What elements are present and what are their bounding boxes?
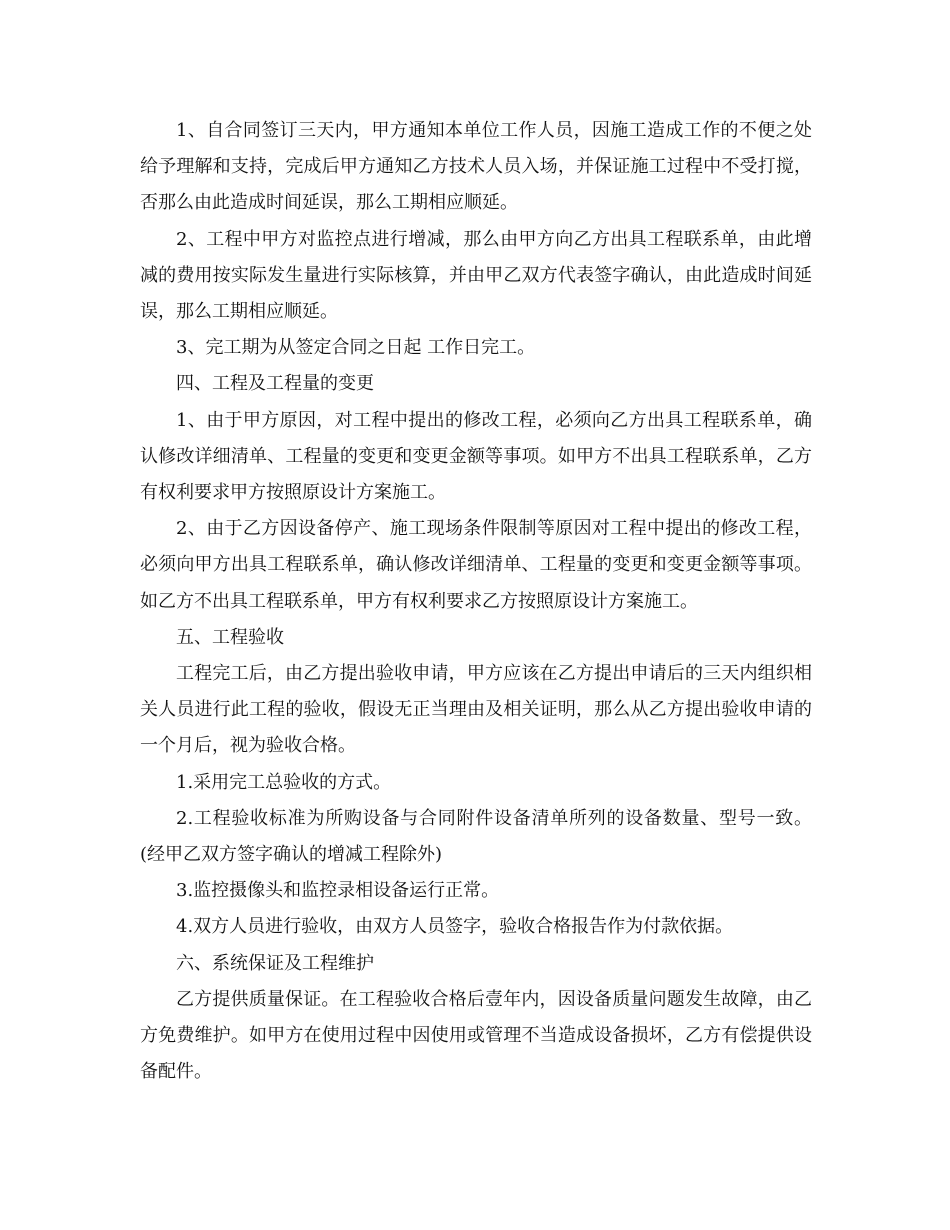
paragraph-changes-clause-2: 2、由于乙方因设备停产、施工现场条件限制等原因对工程中提出的修改工程，必须向甲方出具工程联系单，确认修改详细清单、工程量的变更和变更金额等事项。如乙方不出具工程联系单，甲方有权利要求乙方按照原设计方案施工。	[140, 518, 812, 612]
paragraph-warranty: 乙方提供质量保证。在工程验收合格后壹年内，因设备质量问题发生故障，由乙方免费维护。如甲方在使用过程中因使用或管理不当造成设备损坏，乙方有偿提供设备配件。	[140, 988, 812, 1083]
section-heading-warranty: 六、系统保证及工程维护	[176, 952, 374, 974]
section-heading-changes: 四、工程及工程量的变更	[176, 373, 374, 395]
paragraph-changes-clause-1: 1、由于甲方原因，对工程中提出的修改工程，必须向乙方出具工程联系单，确认修改详细清单、工程量的变更和变更金额等事项。如甲方不出具工程联系单，乙方有权利要求甲方按照原设计方案施工。	[140, 409, 812, 504]
paragraph-acceptance-item-4: 4.双方人员进行验收，由双方人员签字，验收合格报告作为付款依据。	[176, 916, 734, 938]
paragraph-schedule-clause-2: 2、工程中甲方对监控点进行增减，那么由甲方向乙方出具工程联系单，由此增减的费用按实际发生量进行实际核算，并由甲乙双方代表签字确认，由此造成时间延误，那么工期相应顺延。	[140, 228, 812, 323]
paragraph-schedule-clause-3: 3、完工期为从签定合同之日起 工作日完工。	[176, 337, 536, 359]
paragraph-acceptance-item-3: 3.监控摄像头和监控录相设备运行正常。	[176, 880, 500, 902]
paragraph-acceptance-item-1: 1.采用完工总验收的方式。	[176, 771, 392, 793]
paragraph-acceptance-item-2: 2.工程验收标准为所购设备与合同附件设备清单所列的设备数量、型号一致。(经甲乙双方签字确认的增减工程除外)	[140, 807, 812, 866]
document-body	[140, 113, 812, 1090]
paragraph-acceptance-intro: 工程完工后，由乙方提出验收申请，甲方应该在乙方提出申请后的三天内组织相关人员进行此工程的验收，假设无正当理由及相关证明，那么从乙方提出验收申请的一个月后，视为验收合格。	[140, 663, 812, 757]
section-heading-acceptance: 五、工程验收	[176, 626, 284, 648]
paragraph-schedule-clause-1: 1、自合同签订三天内，甲方通知本单位工作人员，因施工造成工作的不便之处给予理解和支持，完成后甲方通知乙方技术人员入场，并保证施工过程中不受打搅，否那么由此造成时间延误，那么工期相应顺延。	[140, 120, 812, 214]
